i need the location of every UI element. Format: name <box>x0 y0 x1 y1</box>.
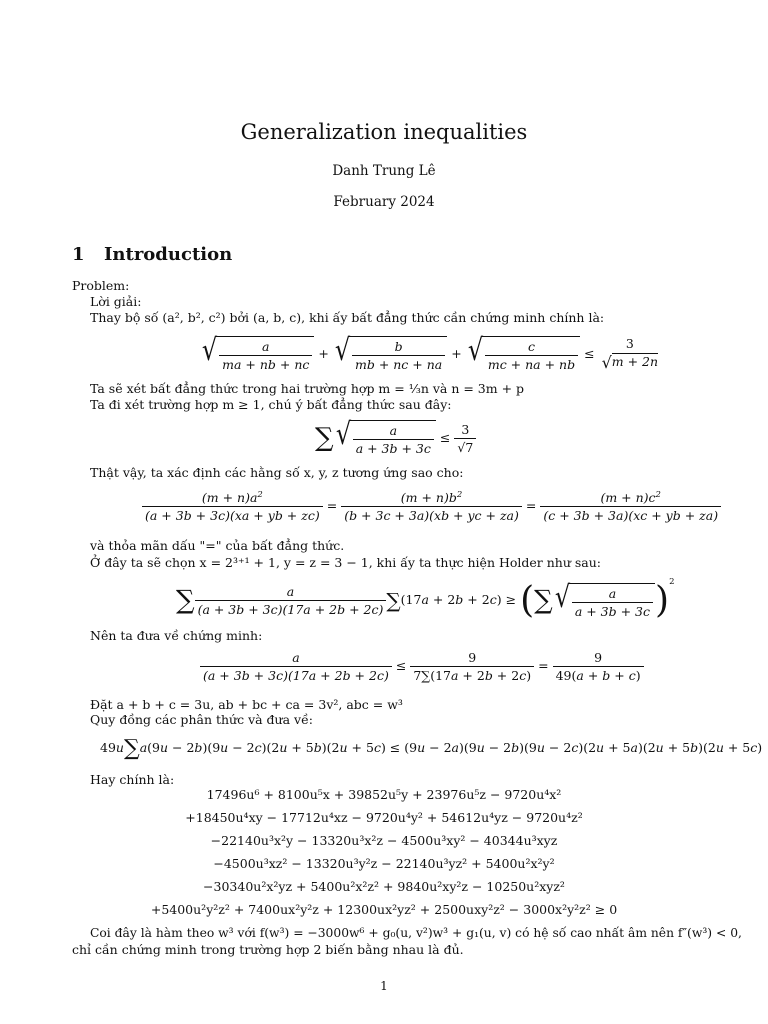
section-heading <box>72 244 232 265</box>
sum-inequality: ∑ √ $\frac{a}{a + 3b + 3c}$ ≤ $\frac{3}{√7}$ <box>315 420 476 456</box>
equality-text: và thỏa mãn dấu "=" của bất đẳng thức. <box>90 538 345 553</box>
author-name: Danh Trung Lê <box>332 163 436 179</box>
expansion-line: 17496u⁶ + 8100u⁵x + 39852u⁵y + 23976u⁵z − 9720u⁴x² <box>206 787 562 802</box>
expansion-line: +18450u⁴xy − 17712u⁴xz − 9720u⁴y² + 54612u⁴yz − 9720u⁴z² <box>185 810 583 825</box>
expansion-line: −30340u²x²yz + 5400u²x²z² + 9840u²xy²z − 10250u²xyz² <box>203 879 565 894</box>
problem-label: Problem: <box>72 278 130 293</box>
holder-text: Ở đây ta sẽ chọn x = 2³⁺¹ + 1, y = z = 3 − 1, khi ấy ta thực hiện Holder như sau: <box>90 555 602 570</box>
conclusion-text-1: Coi đây là hàm theo w³ với f(w³) = −3000w⁶ + g₀(u, v²)w³ + g₁(u, v) có hệ số cao nhất âm nên f″(w³) < 0, <box>90 926 742 940</box>
cases-text: Ta sẽ xét bất đẳng thức trong hai trường hợp m = ⅓n và n = 3m + p <box>90 381 525 396</box>
reduced-inequality: $\frac{a}{(a + 3b + 3c)(17a + 2b + 2c)}$ ≤ $\frac{9}{7\sum(17a + 2b + 2c)}$ = $\frac{9}{49(a + b + c)}$ <box>200 650 644 683</box>
constants-text: Thật vậy, ta xác định các hằng số x, y, z tương ứng sao cho: <box>90 465 464 480</box>
section-title: Introduction <box>104 244 233 265</box>
holder-inequality: ∑ $\frac{a}{(a + 3b + 3c)(17a + 2b + 2c)}$ ∑(17a + 2b + 2c) ≥ (∑ √ $\frac{a}{a + 3b + 3c}$ )$^2$ <box>176 577 675 621</box>
reduce-text: Nên ta đưa về chứng minh: <box>90 628 263 643</box>
expansion-line: −22140u³x²y − 13320u³x²z − 4500u³xy² − 40344u³xyz <box>210 833 558 848</box>
expanded-inequality: 49u∑a(9u − 2b)(9u − 2c)(2u + 5b)(2u + 5c) ≤ (9u − 2a)(9u − 2b)(9u − 2c)(2u + 5a)(2u + 5b)(2u + 5c) <box>100 736 763 761</box>
substitution-uvw: Đặt a + b + c = 3u, ab + bc + ca = 3v², abc = w³ <box>90 697 403 712</box>
expansion-line: −4500u³xz² − 13320u³y²z − 22140u³yz² + 5400u²x²y² <box>213 856 555 871</box>
expansion-line: +5400u²y²z² + 7400ux²y²z + 12300ux²yz² + 2500uxy²z² − 3000x²y²z² ≥ 0 <box>150 902 618 917</box>
section-number: 1 <box>72 244 85 265</box>
namely-text: Hay chính là: <box>90 772 175 787</box>
paper-date: February 2024 <box>333 194 435 210</box>
paper-title: Generalization inequalities <box>240 120 528 144</box>
ratio-equation: $\frac{(m + n)a^2}{(a + 3b + 3c)(xa + yb + zc)}$ = $\frac{(m + n)b^2}{(b + 3c + 3a)(xb + yc + za)}$ = $\frac{(m + n)c^2}{(c + 3b + 3a)(xc + yb + za)}$ <box>142 490 721 523</box>
page-number: 1 <box>380 979 388 993</box>
main-inequality: √ $\frac{a}{ma + nb + nc}$ + √ $\frac{b}{mb + nc + na}$ + √ $\frac{c}{mc + na + nb}$ ≤ 3 √ m + 2n <box>201 333 659 372</box>
case-m-text: Ta đi xét trường hợp m ≥ 1, chú ý bất đẳng thức sau đây: <box>90 397 452 412</box>
common-denominator-text: Quy đồng các phân thức và đưa về: <box>90 712 313 727</box>
solution-label: Lời giải: <box>90 294 142 309</box>
substitution-text: Thay bộ số (a², b², c²) bởi (a, b, c), khi ấy bất đẳng thức cần chứng minh chính là: <box>90 310 605 325</box>
conclusion-text-2: chỉ cần chứng minh trong trường hợp 2 biến bằng nhau là đủ. <box>72 942 464 957</box>
